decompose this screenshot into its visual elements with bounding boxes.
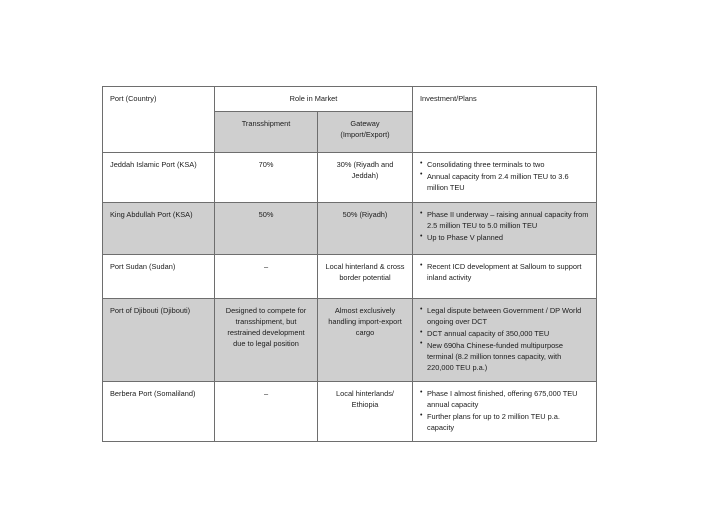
table-row [103, 255, 597, 299]
cell-port: King Abdullah Port (KSA) [103, 203, 215, 255]
cell-gateway: 30% (Riyadh and Jeddah) [318, 153, 413, 203]
investment-bullet-list [420, 388, 589, 434]
investment-bullet: • Further plans for up to 2 million TEU p.a. capacity [420, 411, 589, 434]
cell-gateway: 50% (Riyadh) [318, 203, 413, 255]
cell-investment [413, 382, 597, 442]
investment-bullet-list [420, 305, 589, 374]
investment-bullet: • Annual capacity from 2.4 million TEU to 3.6 million TEU [420, 171, 589, 194]
cell-transshipment: Designed to compete for transshipment, but restrained development due to legal position [215, 299, 318, 382]
cell-investment [413, 203, 597, 255]
cell-port: Jeddah Islamic Port (KSA) [103, 153, 215, 203]
investment-bullet: • Phase II underway – raising annual capacity from 2.5 million TEU to 5.0 million TEU [420, 209, 589, 232]
cell-transshipment: 70% [215, 153, 318, 203]
investment-bullet-list [420, 159, 589, 193]
column-header-gateway-line2: (Import/Export) [340, 130, 390, 140]
investment-bullet-list [420, 209, 589, 243]
column-header-gateway [318, 112, 413, 153]
cell-investment [413, 153, 597, 203]
port-comparison-table-container [102, 86, 596, 442]
cell-investment [413, 255, 597, 299]
table-header-row-main [103, 87, 597, 112]
table-row [103, 203, 597, 255]
column-header-gateway-line1: Gateway [350, 119, 380, 129]
column-header-port: Port (Country) [103, 87, 215, 153]
cell-gateway: Local hinterland & cross border potential [318, 255, 413, 299]
port-comparison-table [102, 86, 597, 442]
table-row [103, 153, 597, 203]
cell-transshipment: 50% [215, 203, 318, 255]
cell-gateway: Local hinterlands/ Ethiopia [318, 382, 413, 442]
cell-port: Port Sudan (Sudan) [103, 255, 215, 299]
cell-gateway: Almost exclusively handling import-export cargo [318, 299, 413, 382]
column-header-transshipment: Transshipment [215, 112, 318, 153]
investment-bullet: • Recent ICD development at Salloum to support inland activity [420, 261, 589, 284]
investment-bullet-list [420, 261, 589, 284]
table-row [103, 299, 597, 382]
cell-investment [413, 299, 597, 382]
cell-port: Port of Djibouti (Djibouti) [103, 299, 215, 382]
investment-bullet: • DCT annual capacity of 350,000 TEU [420, 328, 589, 339]
cell-port: Berbera Port (Somaliland) [103, 382, 215, 442]
investment-bullet: • Up to Phase V planned [420, 232, 589, 243]
cell-transshipment: – [215, 255, 318, 299]
column-header-investment-plans: Investment/Plans [413, 87, 597, 153]
investment-bullet: • New 690ha Chinese-funded multipurpose terminal (8.2 million tonnes capacity, with 220,000 TEU p.a.) [420, 340, 589, 374]
column-header-role-in-market: Role in Market [215, 87, 413, 112]
investment-bullet: • Consolidating three terminals to two [420, 159, 589, 170]
cell-transshipment: – [215, 382, 318, 442]
table-row [103, 382, 597, 442]
investment-bullet: • Legal dispute between Government / DP World ongoing over DCT [420, 305, 589, 328]
investment-bullet: • Phase I almost finished, offering 675,000 TEU annual capacity [420, 388, 589, 411]
